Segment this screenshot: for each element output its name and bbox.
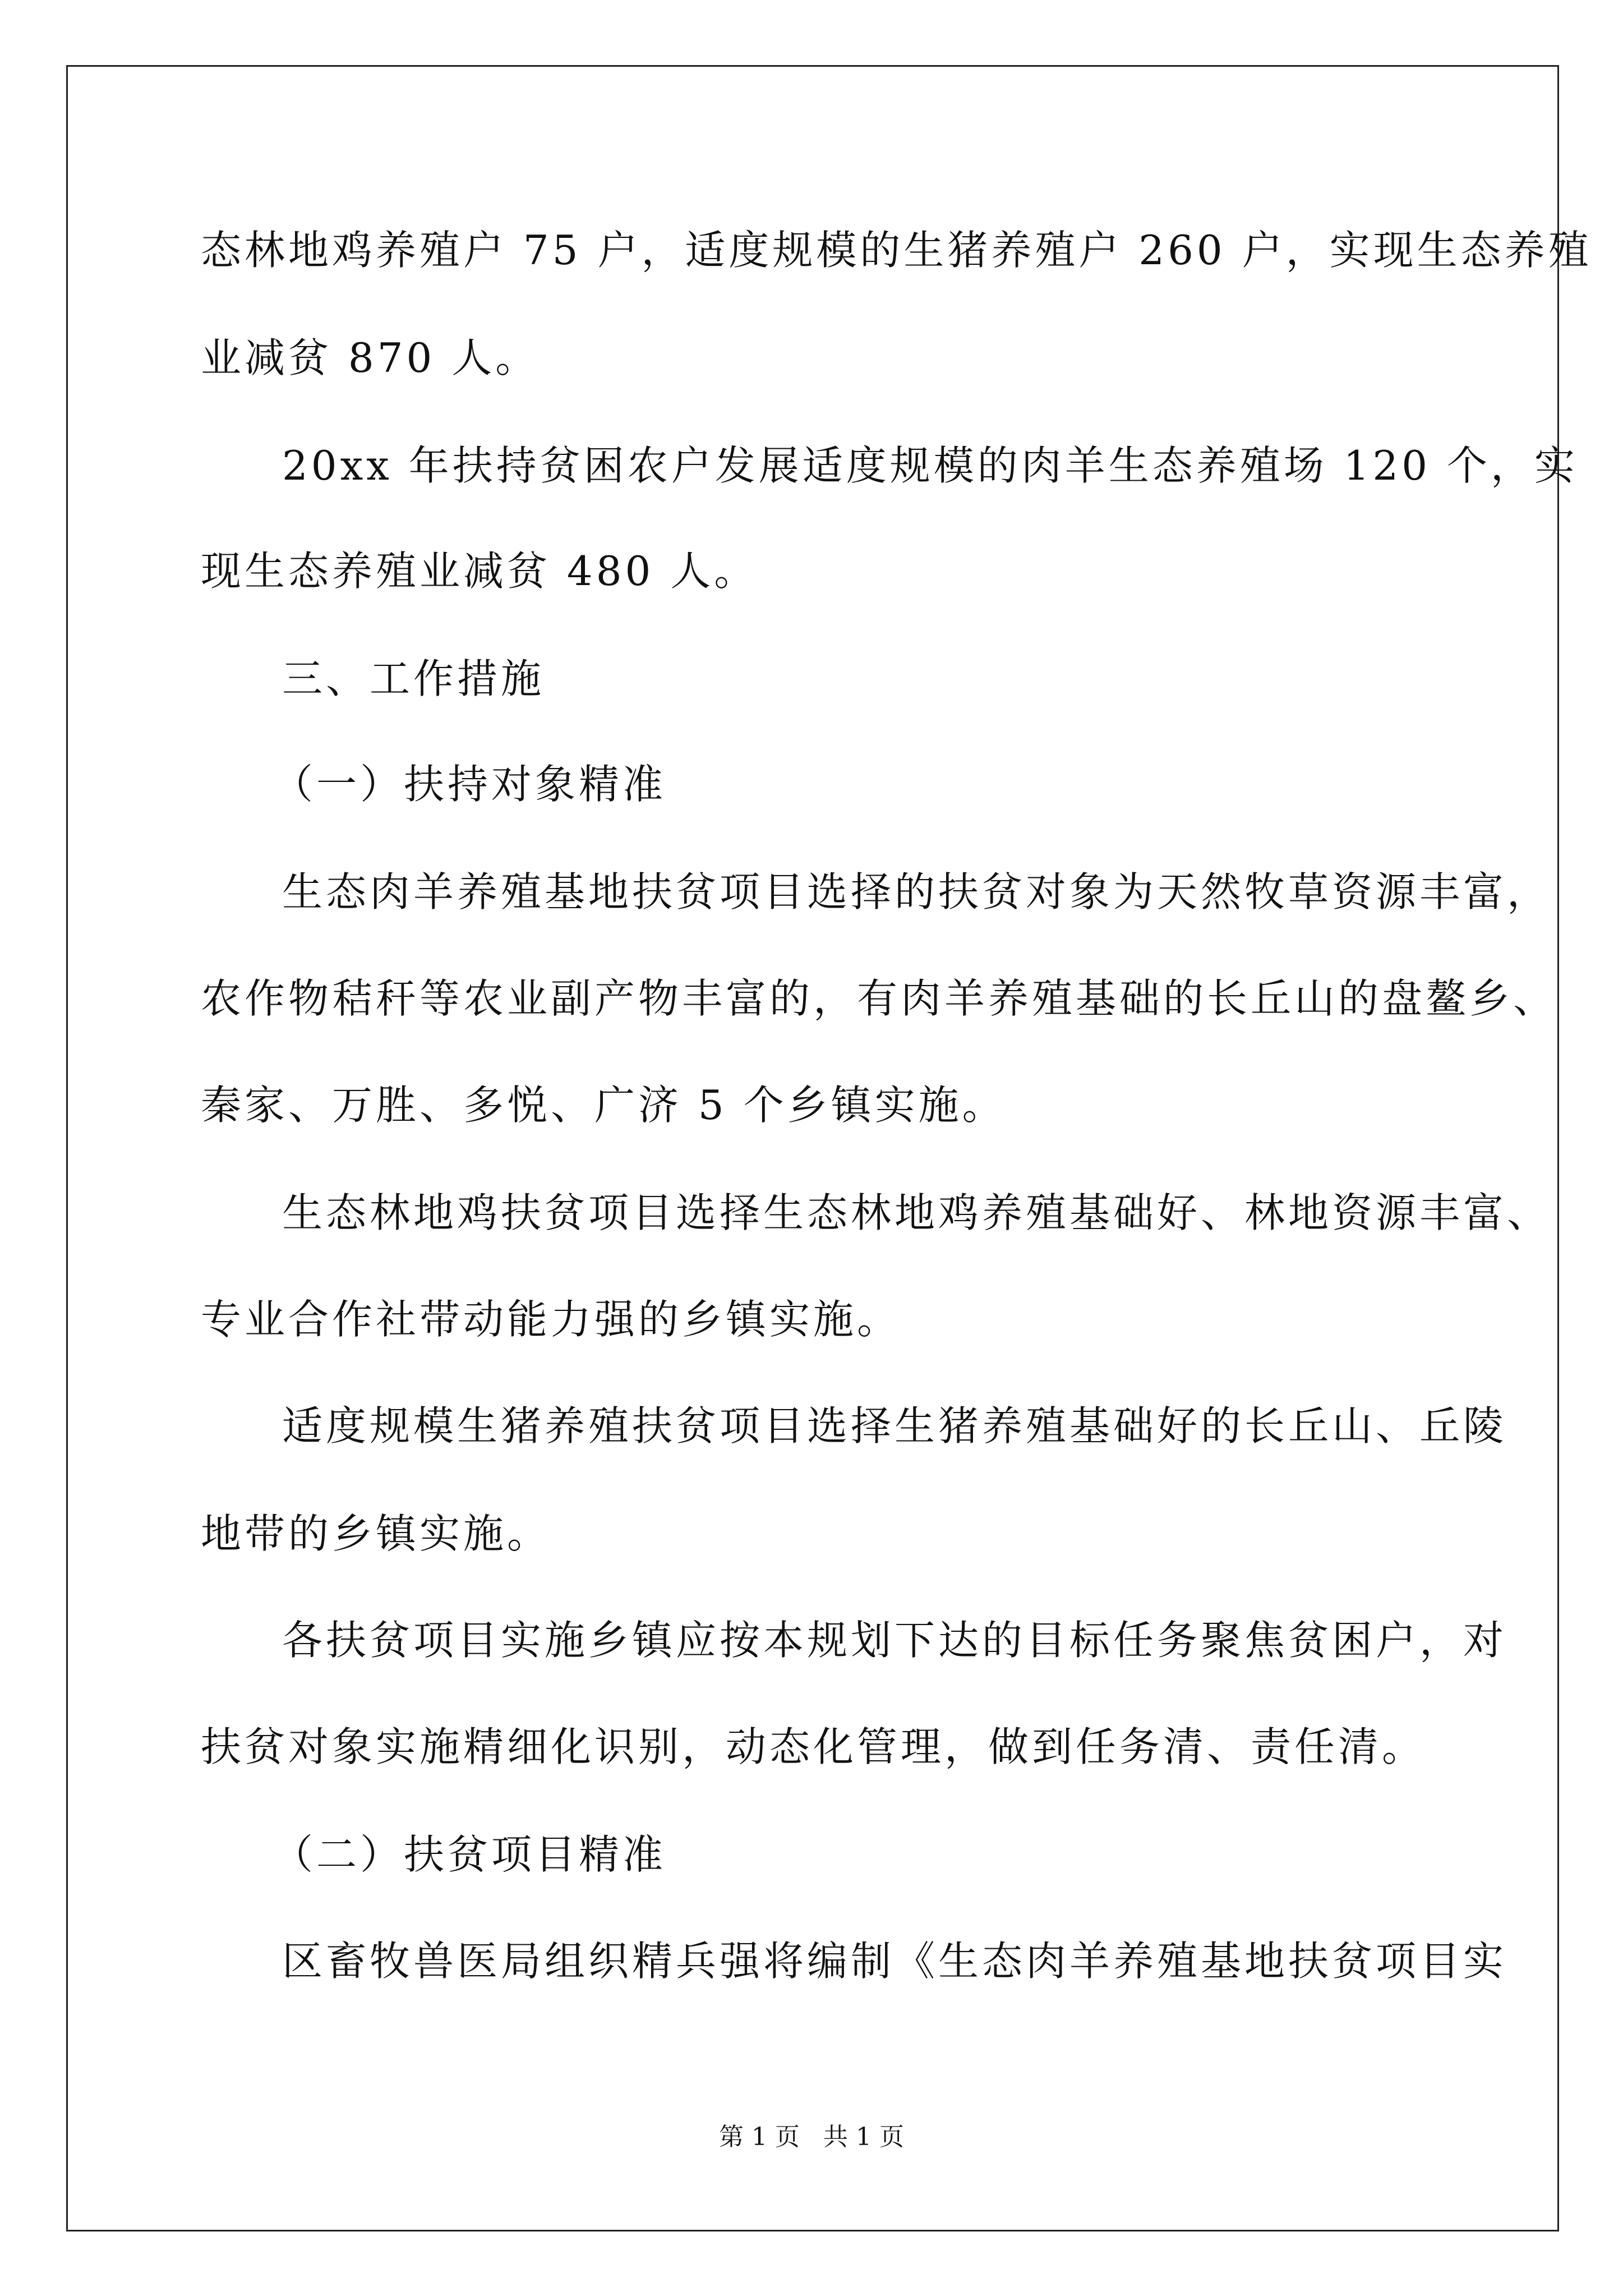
text-line: 20xx 年扶持贫困农户发展适度规模的肉羊生态养殖场 120 个，实 — [282, 442, 1578, 489]
text-line: 各扶贫项目实施乡镇应按本规划下达的目标任务聚焦贫困户，对 — [282, 1617, 1507, 1664]
text-line: 态林地鸡养殖户 75 户，适度规模的生猪养殖户 260 户，实现生态养殖 — [201, 227, 1592, 274]
text-line: 秦家、万胜、多悦、广济 5 个乡镇实施。 — [201, 1082, 1006, 1129]
subsection-heading: （二）扶贫项目精准 — [273, 1831, 667, 1878]
section-heading: 三、工作措施 — [282, 655, 545, 702]
text-line: 生态肉羊养殖基地扶贫项目选择的扶贫对象为天然牧草资源丰富， — [282, 868, 1551, 915]
page-border — [66, 65, 1559, 2231]
page-footer: 第 1 页 共 1 页 — [719, 2123, 904, 2151]
text-line: 业减贫 870 人。 — [201, 334, 540, 381]
text-line: 区畜牧兽医局组织精兵强将编制《生态肉羊养殖基地扶贫项目实 — [282, 1938, 1507, 1985]
text-line: 适度规模生猪养殖扶贫项目选择生猪养殖基础好的长丘山、丘陵 — [282, 1402, 1507, 1450]
text-line: 地带的乡镇实施。 — [201, 1510, 551, 1557]
text-line: 现生态养殖业减贫 480 人。 — [201, 547, 758, 595]
text-line: 农作物秸秆等农业副产物丰富的，有肉羊养殖基础的长丘山的盘鳌乡、 — [201, 975, 1557, 1022]
text-line: 扶贫对象实施精细化识别，动态化管理，做到任务清、责任清。 — [201, 1723, 1426, 1770]
subsection-heading: （一）扶持对象精准 — [273, 761, 667, 808]
text-line: 生态林地鸡扶贫项目选择生态林地鸡养殖基础好、林地资源丰富、 — [282, 1189, 1551, 1236]
text-line: 专业合作社带动能力强的乡镇实施。 — [201, 1296, 901, 1343]
